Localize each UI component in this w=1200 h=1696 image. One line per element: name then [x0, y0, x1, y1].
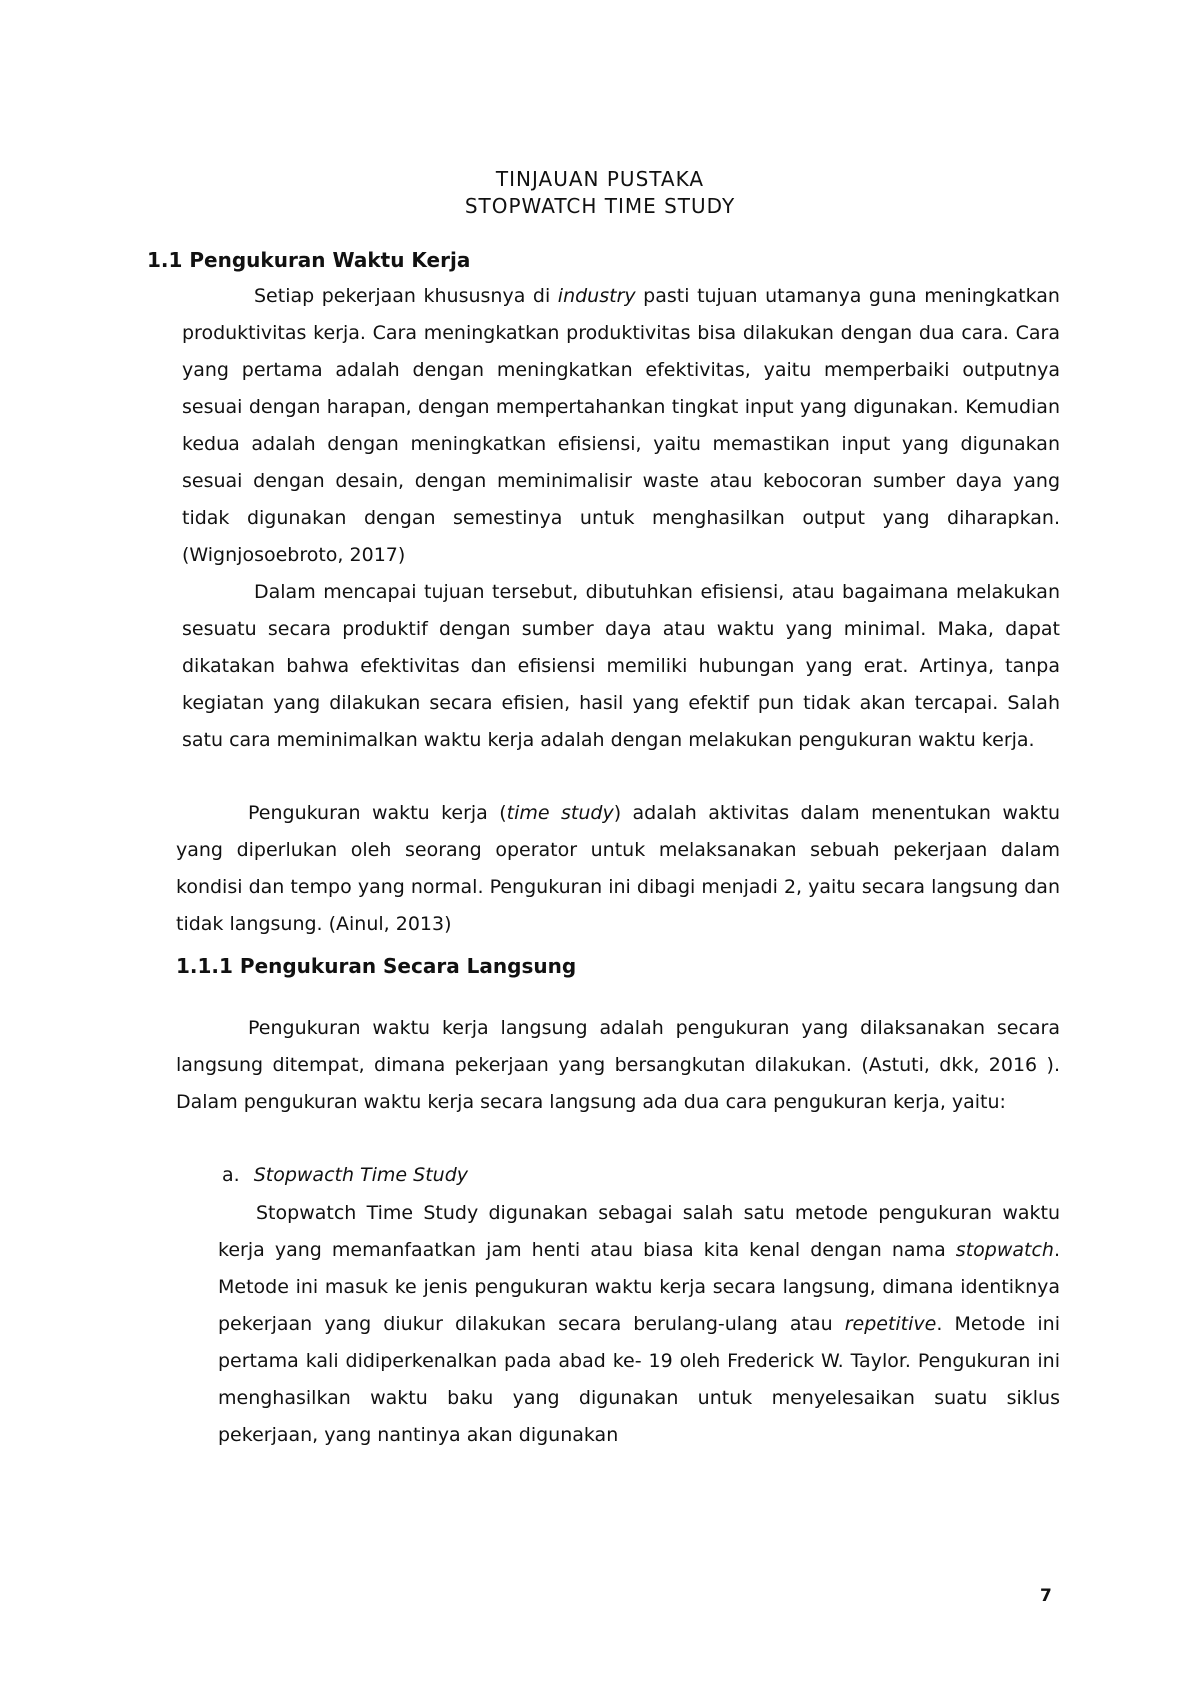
- paragraph-5-text-a: Stopwatch Time Study digunakan sebagai salah satu metode pengukuran waktu kerja yang memanfaatkan jam henti atau biasa kita kenal dengan nama: [218, 1202, 1060, 1261]
- page-number: 7: [1040, 1586, 1052, 1606]
- chapter-title: TINJAUAN PUSTAKA: [495, 167, 705, 191]
- paragraph-3-text-b: ) adalah aktivitas dalam menentukan waktu yang diperlukan oleh seorang operator untuk melaksanakan sebuah pekerjaan dalam kondisi dan tempo yang normal. Pengukuran ini dibagi menjadi 2, yaitu secara langsung dan tidak langsung. (Ainul, 2013): [176, 802, 1060, 935]
- paragraph-1-text-b: pasti tujuan utamanya guna meningkatkan produktivitas kerja. Cara meningkatkan produktivitas bisa dilakukan dengan dua cara. Cara yang pertama adalah dengan meningkatkan efektivitas, yaitu memperbaiki outputnya sesuai dengan harapan, dengan mempertahankan tingkat input yang digunakan. Kemudian kedua adalah dengan meningkatkan efisiensi, yaitu memastikan input yang digunakan sesuai dengan desain, dengan meminimalisir waste atau kebocoran sumber daya yang tidak digunakan dengan semestinya untuk menghasilkan output yang diharapkan. (Wignjosoebroto, 2017): [182, 285, 1060, 566]
- paragraph-1-text-a: Setiap pekerjaan khususnya di: [254, 285, 558, 307]
- paragraph-5-text-b: . Metode ini masuk ke jenis pengukuran waktu kerja secara langsung, dimana identiknya pekerjaan yang diukur dilakukan secara berulang-ulang atau: [218, 1239, 1060, 1335]
- paragraph-2: Dalam mencapai tujuan tersebut, dibutuhkan efisiensi, atau bagaimana melakukan sesuatu secara produktif dengan sumber daya atau waktu yang minimal. Maka, dapat dikatakan bahwa efektivitas dan efisiensi memiliki hubungan yang erat. Artinya, tanpa kegiatan yang dilakukan secara efisien, hasil yang efektif pun tidak akan tercapai. Salah satu cara meminimalkan waktu kerja adalah dengan melakukan pengukuran waktu kerja.: [182, 581, 1060, 751]
- chapter-subtitle: STOPWATCH TIME STUDY: [464, 194, 736, 218]
- paragraph-3-italic-time-study: time study: [506, 802, 614, 824]
- paragraph-5-italic-repetitive: repetitive: [844, 1313, 937, 1335]
- paragraph-5-italic-stopwatch: stopwatch: [955, 1239, 1054, 1261]
- section-heading: 1.1 Pengukuran Waktu Kerja: [147, 248, 471, 272]
- list-item-text: Stopwacth Time Study: [253, 1164, 469, 1186]
- paragraph-1-italic-industry: industry: [557, 285, 636, 307]
- subsection-heading: 1.1.1 Pengukuran Secara Langsung: [176, 954, 577, 978]
- paragraph-5: [218, 1195, 1060, 1454]
- paragraph-3: [176, 795, 1060, 943]
- paragraph-4: Pengukuran waktu kerja langsung adalah pengukuran yang dilaksanakan secara langsung ditempat, dimana pekerjaan yang bersangkutan dilakukan. (Astuti, dkk, 2016 ). Dalam pengukuran waktu kerja secara langsung ada dua cara pengukuran kerja, yaitu:: [176, 1017, 1060, 1113]
- list-marker: a.: [222, 1164, 240, 1186]
- paragraph-3-text-a: Pengukuran waktu kerja (: [248, 802, 507, 824]
- paragraph-5-text-c: . Metode ini pertama kali didiperkenalkan pada abad ke- 19 oleh Frederick W. Taylor. Pengukuran ini menghasilkan waktu baku yang digunakan untuk menyelesaikan suatu siklus pekerjaan, yang nantinya akan digunakan: [218, 1313, 1061, 1446]
- paragraph-1: [182, 278, 1060, 574]
- list-item-a: [222, 1164, 468, 1186]
